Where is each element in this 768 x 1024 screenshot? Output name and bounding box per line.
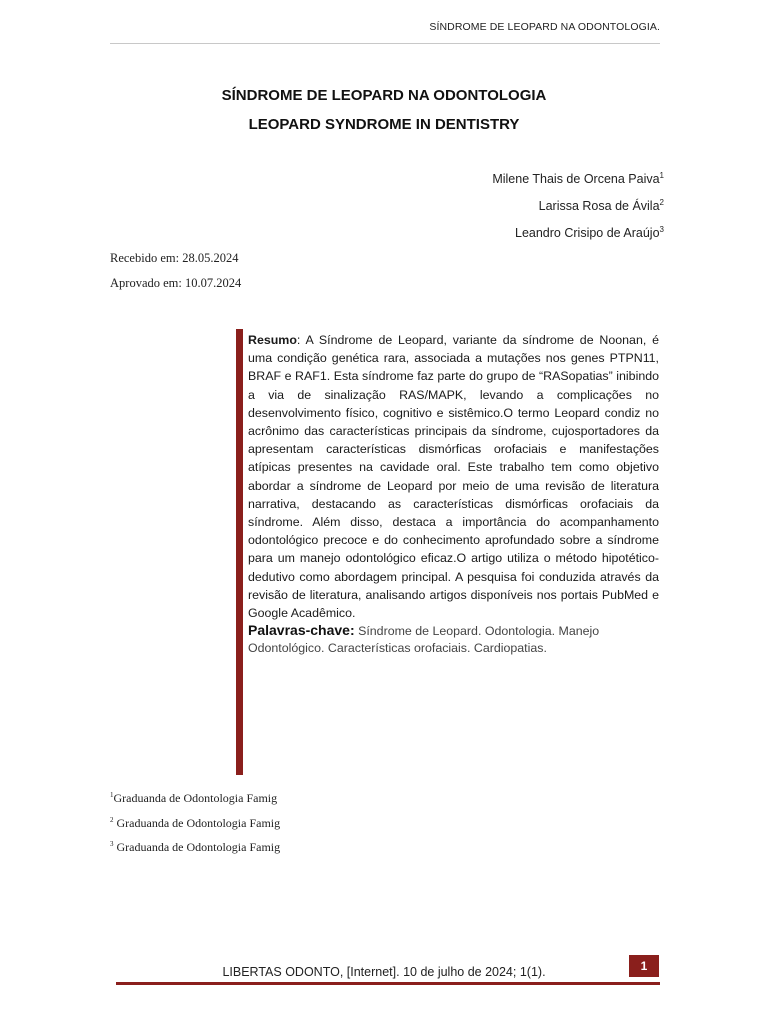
header-rule xyxy=(110,43,660,44)
footnote-1: $^1$Graduanda de Odontologia Famig xyxy=(110,791,278,805)
author-1: Milene Thais de Orcena Paiva$^1$ xyxy=(492,171,664,187)
received-date: Recebido em: 28.05.2024 xyxy=(110,251,239,265)
abstract-text: : A Síndrome de Leopard, variante da síndrome de Noonan, é uma condição genética rara, associada a mutações nos genes PTPN11, BRAF e RAF1. Esta síndrome faz parte do grupo de “RASopatias” inibindo a via de sinalização RAS/MAPK, levando a complicações no desenvolvimento físico, cognitivo e sistêmico.O termo Leopard condiz no acrônimo das características principais da síndrome, cujosportadores da apresentam características dismórficas orofaciais e manifestações atípicas presentes na cavidade oral. Este trabalho tem como objetivo abordar a síndrome de Leopard por meio de uma revisão de literatura narrativa, destacando as características dismórficas orofaciais da síndrome. Além disso, destaca a importância do acompanhamento odontológico precoce e do conhecimento aprofundado sobre a síndrome para um manejo odontológico eficaz.O artigo utiliza o método hipotético-dedutivo como abordagem principal. A pesquisa foi conduzida através da revisão de literatura, analisando artigos disponíveis nos portais PubMed e Google Acadêmico. xyxy=(248,333,659,621)
article-title-english: LEOPARD SYNDROME IN DENTISTRY xyxy=(248,116,520,133)
keywords-label: Palavras-chave: xyxy=(248,622,355,638)
author-2-mark: 2 xyxy=(659,198,664,207)
keywords xyxy=(248,622,659,657)
abstract-label: Resumo xyxy=(248,333,297,347)
author-2: Larissa Rosa de Ávila$^2$ xyxy=(538,198,664,214)
keywords-text: Síndrome de Leopard. Odontologia. Manejo Odontológico. Características orofaciais. Cardiopatias. xyxy=(248,624,600,655)
author-1-mark: 1 xyxy=(659,171,664,180)
author-3: Leandro Crisipo de Araújo$^3$ xyxy=(515,225,664,241)
footer-citation: LIBERTAS ODONTO, [Internet]. 10 de julho de 2024; 1(1). xyxy=(222,965,546,979)
abstract-accent-bar xyxy=(236,329,243,775)
article-title-portuguese: SÍNDROME DE LEOPARD NA ODONTOLOGIA xyxy=(221,87,547,104)
footer-rule xyxy=(116,982,660,985)
page-number: 1 xyxy=(629,955,659,977)
footnote-3: $^3$ Graduanda de Odontologia Famig xyxy=(110,840,281,854)
footnote-2: $^2$ Graduanda de Odontologia Famig xyxy=(110,816,281,830)
approved-date: Aprovado em: 10.07.2024 xyxy=(110,276,242,290)
running-header: SÍNDROME DE LEOPARD NA ODONTOLOGIA. xyxy=(429,21,660,33)
author-3-mark: 3 xyxy=(659,225,664,234)
abstract xyxy=(248,331,659,622)
